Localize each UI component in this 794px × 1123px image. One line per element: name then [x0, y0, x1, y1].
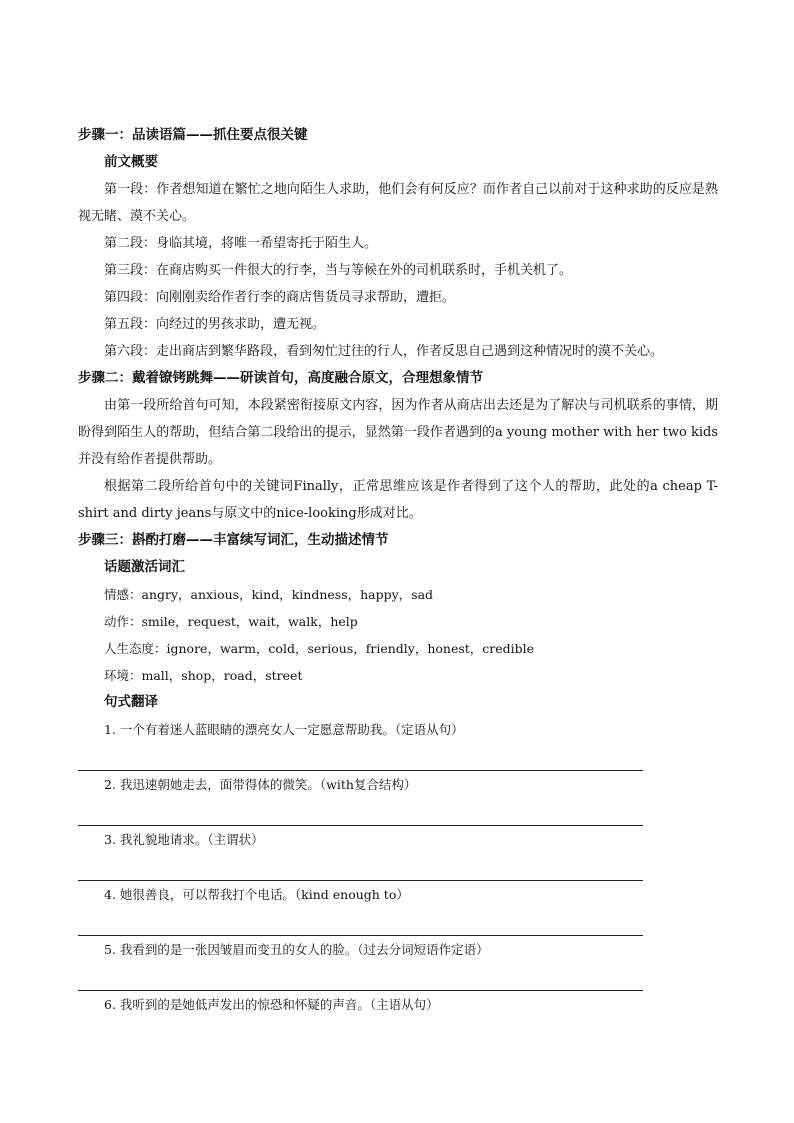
question-5: 5. 我看到的是一张因皱眉而变丑的女人的脸。（过去分词短语作定语）: [104, 942, 489, 957]
vocab-emotion: 情感：angry，anxious，kind，kindness，happy，sad: [104, 587, 434, 602]
question-6: 6. 我听到的是她低声发出的惊恐和怀疑的声音。（主语从句）: [104, 997, 439, 1012]
summary-paragraph-2: 第二段：身临其境，将唯一希望寄托于陌生人。: [104, 236, 378, 251]
summary-paragraph-1: 第一段：作者想知道在繁忙之地向陌生人求助，他们会有何反应？而作者自己以前对于这种求助的反应是熟视无睹、漠不关心。: [78, 182, 718, 224]
answer-line-2[interactable]: [78, 798, 643, 826]
summary-paragraph-4: 第四段：向刚刚卖给作者行李的商店售货员寻求帮助，遭拒。: [104, 290, 456, 305]
question-2: 2. 我迅速朝她走去，面带得体的微笑。（with复合结构）: [104, 777, 417, 792]
summary-paragraph-5: 第五段：向经过的男孩求助，遭无视。: [104, 317, 326, 332]
summary-paragraph-3: 第三段：在商店购买一件很大的行李，当与等候在外的司机联系时，手机关机了。: [104, 263, 573, 278]
analysis-paragraph-2: 根据第二段所给首句中的关键词Finally，正常思维应该是作者得到了这个人的帮助，此处的a cheap T-shirt and dirty jeans与原文中的nice-looking形成对比。: [78, 479, 718, 521]
summary-title: 前文概要: [104, 154, 158, 170]
vocab-environment: 环境：mall，shop，road，street: [104, 668, 303, 683]
document-page: [78, 122, 718, 1018]
step2-heading: 步骤二：戴着镣铐跳舞——研读首句，高度融合原文，合理想象情节: [78, 370, 483, 386]
question-3: 3. 我礼貌地请求。（主谓状）: [104, 832, 264, 847]
vocab-title: 话题激活词汇: [104, 559, 185, 575]
translation-title: 句式翻译: [104, 694, 158, 710]
step1-heading: 步骤一：品读语篇——抓住要点很关键: [78, 127, 308, 143]
vocab-attitude: 人生态度：ignore，warm，cold，serious，friendly，honest，credible: [104, 641, 535, 656]
question-4: 4. 她很善良，可以帮我打个电话。（kind enough to）: [104, 887, 409, 902]
answer-line-3[interactable]: [78, 853, 643, 881]
answer-line-4[interactable]: [78, 908, 643, 936]
question-1: 1. 一个有着迷人蓝眼睛的漂亮女人一定愿意帮助我。（定语从句）: [104, 722, 464, 737]
step3-heading: 步骤三：斟酌打磨——丰富续写词汇，生动描述情节: [78, 532, 389, 548]
vocab-action: 动作：smile，request，wait，walk，help: [104, 614, 358, 629]
answer-line-1[interactable]: [78, 743, 643, 771]
analysis-paragraph-1: 由第一段所给首句可知，本段紧密衔接原文内容，因为作者从商店出去还是为了解决与司机联系的事情，期盼得到陌生人的帮助，但结合第二段给出的提示，显然第一段作者遇到的a young mother with her two kids并没有给作者提供帮助。: [78, 398, 718, 467]
summary-paragraph-6: 第六段：走出商店到繁华路段，看到匆忙过往的行人，作者反思自己遇到这种情况时的漠不关心。: [104, 344, 664, 359]
answer-line-5[interactable]: [78, 963, 643, 991]
